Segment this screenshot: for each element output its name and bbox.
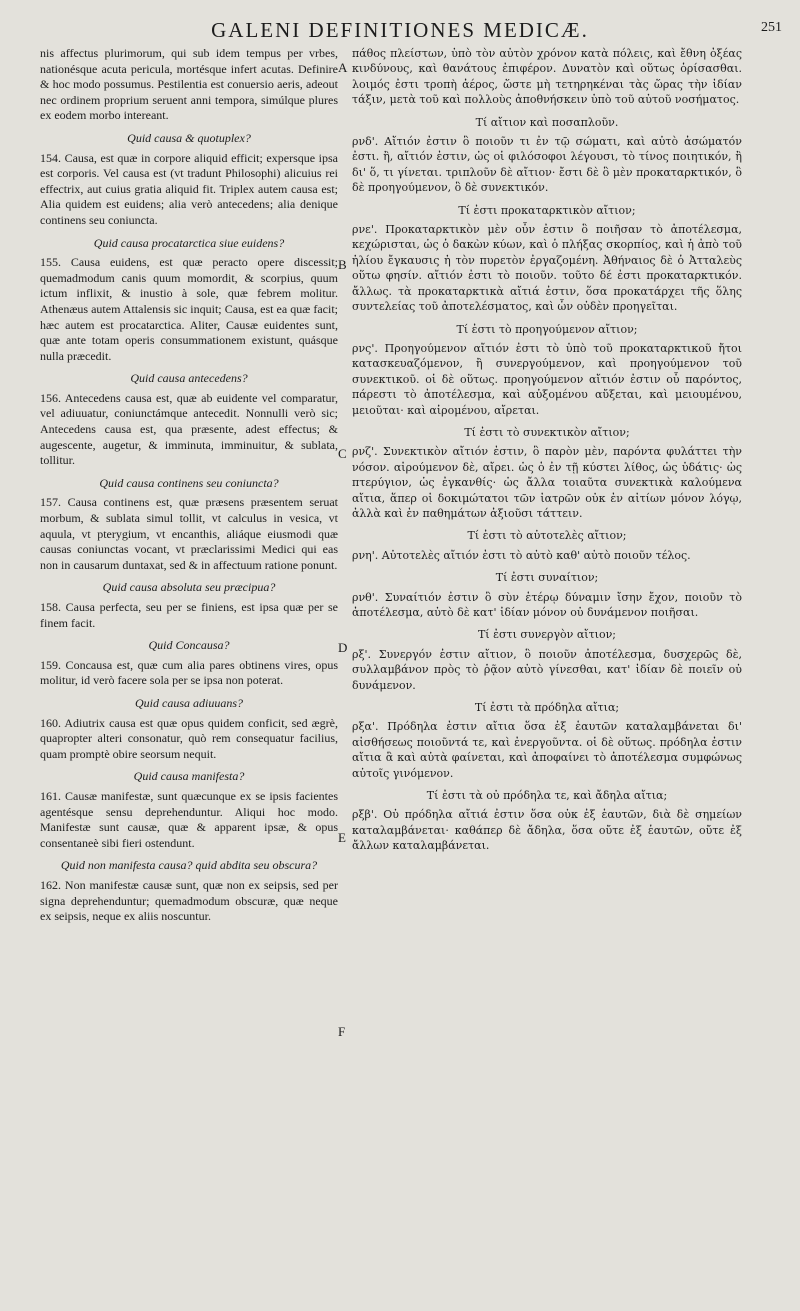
margin-letter-d: D [338, 640, 348, 655]
greek-text: πάθος πλείστων, ὑπὸ τὸν αὐτὸν χρόνον κατὰ πόλεις, καὶ ἔθνη ὀξέας κινδύνους, καὶ θανάτους ἐπιφέρον. Δυνατὸν καὶ οὕτως ὁρίσασθαι. λοιμός ἐστι τροπὴ ἀέρος, ὥστε μὴ τετηρηκέναι τὰς ὥρας τὴν ἰδίαν τάξιν, μετὰ τοῦ καὶ πολλοὺς ἀποθνήσκειν ὑπὸ τοῦ αὐτοῦ νοσήματος. [352, 47, 742, 107]
latin-heading: Quid causa continens seu coniuncta? [99, 475, 279, 490]
latin-entry [40, 476, 338, 574]
greek-text: ρξα'. Πρόδηλα ἐστιν αἴτια ὅσα ἐξ ἑαυτῶν καταλαμβάνεται δι' αἰσθήσεως ποιοῦντά τε, καὶ ἐνεργοῦντα. οἱ δὲ οὕτως. πρόδηλα ἐστιν αἴτια ἃ καὶ αὐτὰ φαίνεται, καὶ ἀποφαίνει τὸ ἀποτέλεσμα συμφώνως αὐτοῖς γινόμενον. [352, 720, 742, 780]
latin-entry [40, 769, 338, 851]
latin-heading: Quid causa absoluta seu præcipua? [102, 580, 276, 595]
greek-text: ρνη'. Αὐτοτελὲς αἴτιόν ἐστι τὸ αὐτὸ καθ' αὑτὸ ποιοῦν τέλος. [352, 548, 691, 562]
greek-entry [352, 425, 742, 521]
margin-letter-a: A [338, 60, 348, 75]
greek-text: ρνε'. Προκαταρκτικὸν μὲν οὖν ἐστιν ὃ ποιῆσαν τὸ ἀποτέλεσμα, κεχώρισται, ὡς ὁ δακὼν κύων, καὶ ὁ πλήξας σκορπίος, καὶ ἡ ἀπὸ τοῦ ἡλίου ἔγκαυσις ἡ τὸν πυρετὸν ἐργαζομένη. Ἀθήναιος δὲ ὁ Ἀτταλεὺς οὕτω φησίν. αἴτιόν ἐστι τὸ ποιοῦν. τοῦτο δέ ἐστι προκαταρκτικόν. ἄλλως. τὰ προκαταρκτικὰ αἴτιά ἐστιν, ὅσα προκατάρχει τῆς ὅλης συντελείας τοῦ ἀποτελέσματος, καὶ ὧν οὐδὲν προηγεῖται. [352, 223, 742, 314]
latin-heading: Quid non manifesta causa? quid abdita seu obscura? [60, 858, 318, 873]
greek-entry [352, 322, 742, 418]
margin-letter-c: C [338, 446, 347, 461]
latin-entry [40, 46, 338, 124]
greek-heading: Τί ἐστι τὰ οὐ πρόδηλα τε, καὶ ἄδηλα αἴτια; [426, 789, 668, 803]
greek-column [352, 46, 742, 856]
latin-heading: Quid causa antecedens? [130, 371, 248, 386]
latin-entry [40, 638, 338, 689]
margin-letter-e: E [338, 830, 346, 845]
latin-text: 161. Causæ manifestæ, sunt quæcunque ex se ipsis facientes agentésque sensu deprehenduntur. Aliqui hoc modo. Manifestæ sunt causæ, quæ & apparent ipsæ, & opus consentaneè sibi fieri ostendunt. [40, 788, 338, 850]
latin-entry [40, 580, 338, 631]
greek-heading: Τί ἐστι συναίτιον; [495, 571, 599, 585]
latin-text: 158. Causa perfecta, seu per se finiens, est ipsa quæ per se finem facit. [40, 600, 338, 630]
latin-column [40, 46, 338, 927]
greek-entry [352, 46, 742, 108]
latin-text: 162. Non manifestæ causæ sunt, quæ non ex seipsis, sed per signa deprehenduntur; quemadmodum obscuræ, quæ neque ex seipsis, neque ex aliis noscuntur. [40, 877, 338, 924]
greek-entry [352, 203, 742, 315]
latin-heading: Quid causa manifesta? [133, 769, 245, 784]
greek-entry [352, 115, 742, 196]
running-header: GALENI DEFINITIONES MEDICÆ. [211, 18, 589, 42]
greek-text: ρξβ'. Οὐ πρόδηλα αἴτιά ἐστιν ὅσα οὐκ ἐξ ἑαυτῶν, διὰ δὲ σημείων καταλαμβάνεται· καθάπερ δὲ ἄδηλα, ὅσα οὔτε ἐξ ἑαυτῶν, οὔτε ἐξ ἄλλων καταλαμβάνεται. [352, 808, 742, 853]
latin-text: nis affectus plurimorum, qui sub idem tempus per vrbes, nationésque acuta pericula, mortésque infert acutas. Definire & hoc modo possumus. Pestilentia est conuersio aeris, adeout nec ordinem proprium seruent anni tempora, simúlque plures ex eodem morbo intereant. [40, 46, 338, 123]
latin-text: 160. Adiutrix causa est quæ opus quidem conficit, sed ægrè, quapropter alteri consonatur, quò rem consequatur facilius, quam promptè obire seorsum nequit. [40, 715, 338, 761]
greek-text: ρξ'. Συνεργόν ἐστιν αἴτιον, ὃ ποιοῦν ἀποτέλεσμα, δυσχερῶς δὲ, συλλαμβάνον πρὸς τὸ ῥᾷον αὐτὸ γίνεσθαι, κατ' ἰδίαν δὲ ποιεῖν οὐ δυνάμενον. [352, 647, 742, 692]
greek-text: ρνς'. Προηγούμενον αἴτιόν ἐστι τὸ ὑπὸ τοῦ προκαταρκτικοῦ ἤτοι κατασκευαζόμενον, ἢ συνεργούμενον, καὶ προηγούμενον τοῦ συνεκτικοῦ. οἱ δὲ οὕτως. προηγούμενον αἴτιόν ἐστιν οὗ παρόντος, πάρεστι τὸ ἀποτέλεσμα, καὶ αὐξομένου αὔξεται, καὶ μειουμένου, μειοῦται· καὶ αἰρομένου, αἴρεται. [352, 341, 742, 417]
latin-entry [40, 858, 338, 924]
latin-entry [40, 131, 338, 229]
greek-heading: Τί ἐστι συνεργὸν αἴτιον; [477, 628, 617, 642]
greek-heading: Τί ἐστι τὰ πρόδηλα αἴτια; [474, 701, 620, 715]
greek-heading: Τί ἐστι τὸ συνεκτικὸν αἴτιον; [464, 425, 630, 439]
latin-entry [40, 371, 338, 469]
greek-entry [352, 788, 742, 854]
greek-heading: Τί ἐστι τὸ προηγούμενον αἴτιον; [456, 322, 638, 336]
latin-text: 154. Causa, est quæ in corpore aliquid efficit; expersque ipsa est corporis. Vel causa est (vt tradunt Philosophi) alicuius rei effectrix, aut cuius gratia aliquid fit. Triplex autem causa est; Alia quidem est euidens; alia verò antecedens; alia denique continens seu coniuncta. [40, 150, 338, 227]
margin-letter-b: B [338, 257, 347, 272]
latin-text: 156. Antecedens causa est, quæ ab euidente vel comparatur, vel adiuuatur, coniunctámque antecedit. Nonnulli verò sic; Antecedens causa est, qua præsente, adest effectus; & augescente, augetur, & imminuta, imminuitur, & sublata, tollitur. [40, 390, 338, 468]
greek-entry [352, 528, 742, 563]
latin-entry [40, 696, 338, 762]
latin-heading: Quid causa & quotuplex? [127, 130, 251, 145]
greek-entry [352, 700, 742, 781]
latin-heading: Quid Concausa? [148, 638, 230, 653]
latin-heading: Quid causa procatarctica siue euidens? [93, 235, 285, 250]
latin-entry [40, 236, 338, 365]
greek-entry [352, 570, 742, 620]
margin-letter-f: F [338, 1024, 346, 1039]
greek-heading: Τί αἴτιον καὶ ποσαπλοῦν. [475, 115, 619, 129]
greek-entry [352, 627, 742, 693]
greek-heading: Τί ἐστι τὸ αὐτοτελὲς αἴτιον; [467, 529, 627, 543]
latin-text: 157. Causa continens est, quæ præsens præsentem seruat morbum, & sublata simul tollit, vt calculus in vesica, vt aquula, vt pterygium, vt encanthis, aliáque eiusmodi quæ causas coniunctas vocant, vt præclarissimi Medici qui eas non in causarum duntaxat, sed & in affectuum ratione ponunt. [40, 495, 338, 572]
greek-text: ρνζ'. Συνεκτικὸν αἴτιόν ἐστιν, ὃ παρὸν μὲν, παρόντα φυλάττει τὴν νόσον. αἰρούμενον δὲ, αἴρει. ὡς ὁ ἐν τῇ κύστει λίθος, ὡς ὑδάτις· ὡς πτερύγιον, ὡς ἐγκανθίς· ὡς ἄλλα τοιαῦτα συνεκτικὰ καλούμενα αἴτια, ἅπερ οἱ δοκιμώτατοι τῶν ἰατρῶν οὐκ ἐν αἰτίων μόνον λόγῳ, ἀλλὰ καὶ ἐν παθημάτων ἀξιοῦσι τάττειν. [352, 445, 742, 520]
latin-text: 159. Concausa est, quæ cum alia pares obtinens vires, opus molitur, id verò facere sola per se ipsa non poterat. [40, 657, 338, 688]
greek-text: ρνθ'. Συναίτιόν ἐστιν ὃ σὺν ἑτέρῳ δύναμιν ἴσην ἔχον, ποιοῦν τὸ ἀποτέλεσμα, αὐτὸ δὲ κατ' ἰδίαν μόνον οὐ δυνάμενον ποιῆσαι. [352, 590, 742, 619]
latin-text: 155. Causa euidens, est quæ peracto opere discessit; quemadmodum canis quum momordit, & scorpius, quum ictum inflixit, & inustio à sole, quæ febrem molitur. Athenæus autem Attalensis sic inquit; Causa, est ea quæ facit; hæc autem est procatarctica. Aliter, Causæ euidentes sunt, quæ ante totam operis consummationem existunt, quásque nulla præcedit. [40, 255, 338, 363]
page-number: 251 [761, 20, 782, 35]
greek-heading: Τί ἐστι προκαταρκτικὸν αἴτιον; [458, 203, 636, 217]
greek-text: ρνδ'. Αἴτιόν ἐστιν ὃ ποιοῦν τι ἐν τῷ σώματι, καὶ αὐτὸ ἀσώματόν ἐστι. ἢ, αἴτιόν ἐστιν, ὡς οἱ φιλόσοφοι λέγουσι, τὸ τίνος ποιητικόν, ἢ δι' ὅ, τι γίνεται. τριπλοῦν δὲ αἴτιον· ἔστι δὲ ὃ μὲν προκαταρκτικόν, ὃ δὲ προηγούμενον, ὃ δὲ συνεκτικόν. [352, 135, 742, 195]
latin-heading: Quid causa adiuuans? [135, 695, 243, 710]
